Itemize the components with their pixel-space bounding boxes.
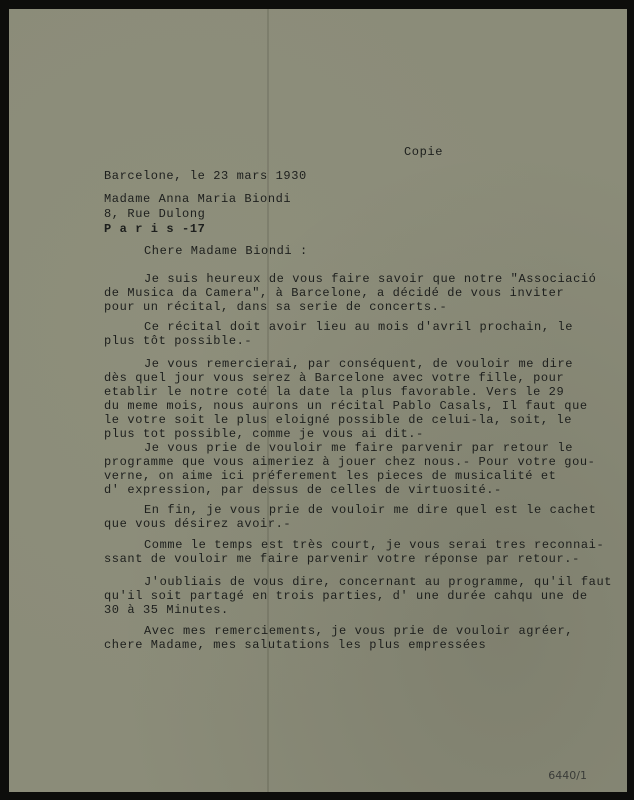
address-name: Madame Anna Maria Biondi — [104, 192, 292, 206]
closing-line: chere Madame, mes salutations les plus empressées — [104, 638, 487, 652]
body-line: le votre soit le plus eloigné possible de celui-la, soit, le — [104, 413, 573, 427]
body-line: Comme le temps est très court, je vous serai tres reconnai- — [144, 538, 605, 552]
body-line: de Musica da Camera", à Barcelone, a décidé de vous inviter — [104, 286, 565, 300]
body-line: dès quel jour vous serez à Barcelone avec votre fille, pour — [104, 371, 565, 385]
body-line: ssant de vouloir me faire parvenir votre réponse par retour.- — [104, 552, 580, 566]
body-line: J'oubliais de vous dire, concernant au programme, qu'il faut — [144, 575, 613, 589]
body-line: qu'il soit partagé en trois parties, d' une durée cahqu une de — [104, 589, 588, 603]
body-line: Avec mes remerciements, je vous prie de vouloir agréer, — [144, 624, 574, 638]
body-line: programme que vous aimeriez à jouer chez nous.- Pour votre gou- — [104, 455, 596, 469]
body-line: du meme mois, nous aurons un récital Pablo Casals, Il faut que — [104, 399, 588, 413]
body-line: Je suis heureux de vous faire savoir que notre "Associació — [144, 272, 597, 286]
body-line: Je vous prie de vouloir me faire parvenir par retour le — [144, 441, 574, 455]
body-line: 30 à 35 Minutes. — [104, 603, 229, 617]
address-street: 8, Rue Dulong — [104, 207, 206, 221]
body-line: En fin, je vous prie de vouloir me dire quel est le cachet — [144, 503, 597, 517]
salutation: Chere Madame Biondi : — [144, 244, 308, 258]
copy-label: Copie — [404, 145, 444, 159]
date-line: Barcelone, le 23 mars 1930 — [104, 169, 307, 183]
archive-reference: 6440/1 — [548, 769, 587, 782]
body-line: d' expression, par dessus de celles de virtuosité.- — [104, 483, 502, 497]
body-line: pour un récital, dans sa serie de concerts.- — [104, 300, 448, 314]
body-line: que vous désirez avoir.- — [104, 517, 292, 531]
body-line: etablir le notre coté la date la plus favorable. Vers le 29 — [104, 385, 565, 399]
body-line: plus tôt possible.- — [104, 334, 253, 348]
letter-page — [9, 9, 627, 792]
body-line: verne, on aime ici préferement les pieces de musicalité et — [104, 469, 557, 483]
body-line: Ce récital doit avoir lieu au mois d'avril prochain, le — [144, 320, 574, 334]
body-line: plus tot possible, comme je vous ai dit.- — [104, 427, 424, 441]
address-city: P a r i s -17 — [104, 222, 206, 236]
body-line: Je vous remercierai, par conséquent, de vouloir me dire — [144, 357, 574, 371]
